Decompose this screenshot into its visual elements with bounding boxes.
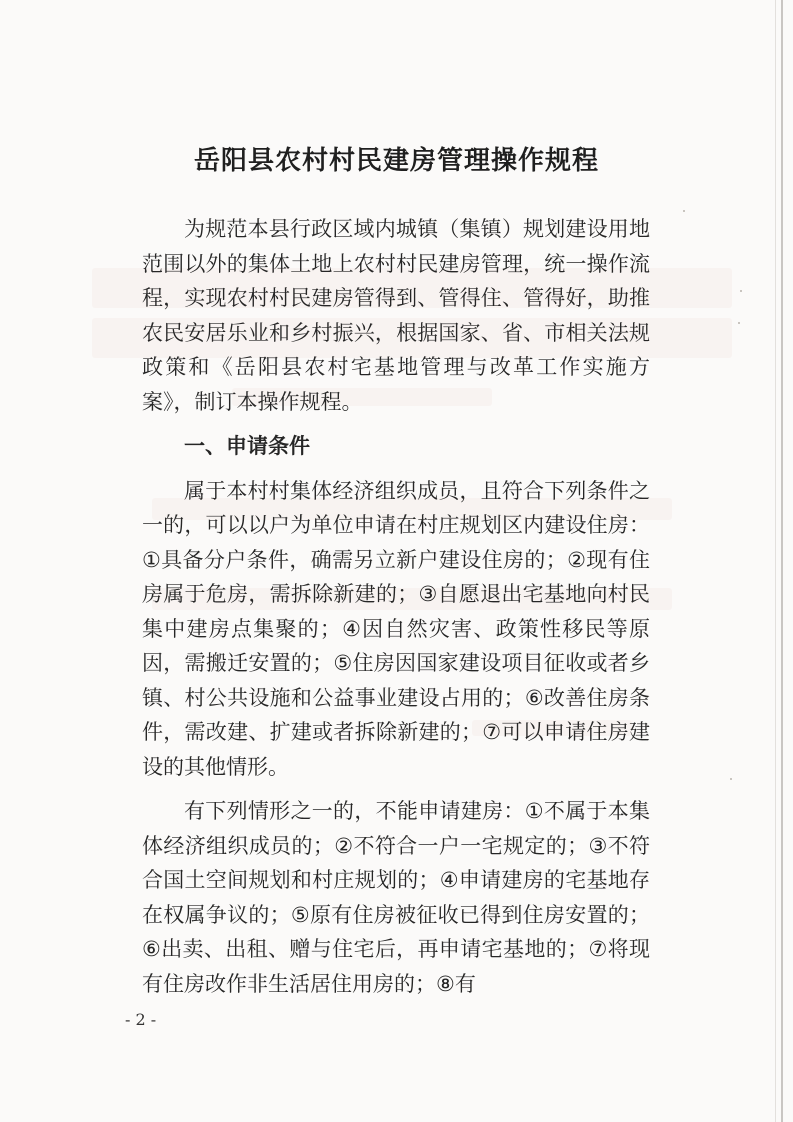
eligibility-paragraph: 属于本村村集体经济组织成员，且符合下列条件之一的，可以以户为单位申请在村庄规划区内建设住房：①具备分户条件，确需另立新户建设住房的；②现有住房属于危房，需拆除新建的；③自愿退出宅基地向村民集中建房点集聚的；④因自然灾害、政策性移民等原因，需搬迁安置的；⑤住房因国家建设项目征收或者乡镇、村公共设施和公益事业建设占用的；⑥改善住房条件，需改建、扩建或者拆除新建的；⑦可以申请住房建设的其他情形。 bbox=[142, 478, 650, 779]
page-number: - 2 - bbox=[125, 1010, 157, 1029]
scan-speck bbox=[683, 210, 685, 212]
ineligibility-paragraph: 有下列情形之一的，不能申请建房：①不属于本集体经济组织成员的；②不符合一户一宅规定的；③不符合国土空间规划和村庄规划的；④申请建房的宅基地存在权属争议的；⑤原有住房被征收已得到住房安置的；⑥出卖、出租、赠与住宅后，再申请宅基地的；⑦将现有住房改作非生活居住用房的；⑧有 bbox=[142, 799, 650, 996]
scan-speck bbox=[730, 778, 732, 780]
document-body bbox=[142, 212, 650, 1011]
scan-speck bbox=[738, 322, 740, 324]
document-title: 岳阳县农村村民建房管理操作规程 bbox=[193, 146, 599, 176]
intro-paragraph: 为规范本县行政区域内城镇（集镇）规划建设用地范围以外的集体土地上农村村民建房管理，统一操作流程，实现农村村民建房管得到、管得住、管得好，助推农民安居乐业和乡村振兴，根据国家、省、市相关法规政策和《岳阳县农村宅基地管理与改革工作实施方案》，制订本操作规程。 bbox=[142, 217, 650, 414]
section-heading-application-conditions: 一、申请条件 bbox=[184, 434, 310, 458]
scan-speck bbox=[740, 290, 742, 292]
